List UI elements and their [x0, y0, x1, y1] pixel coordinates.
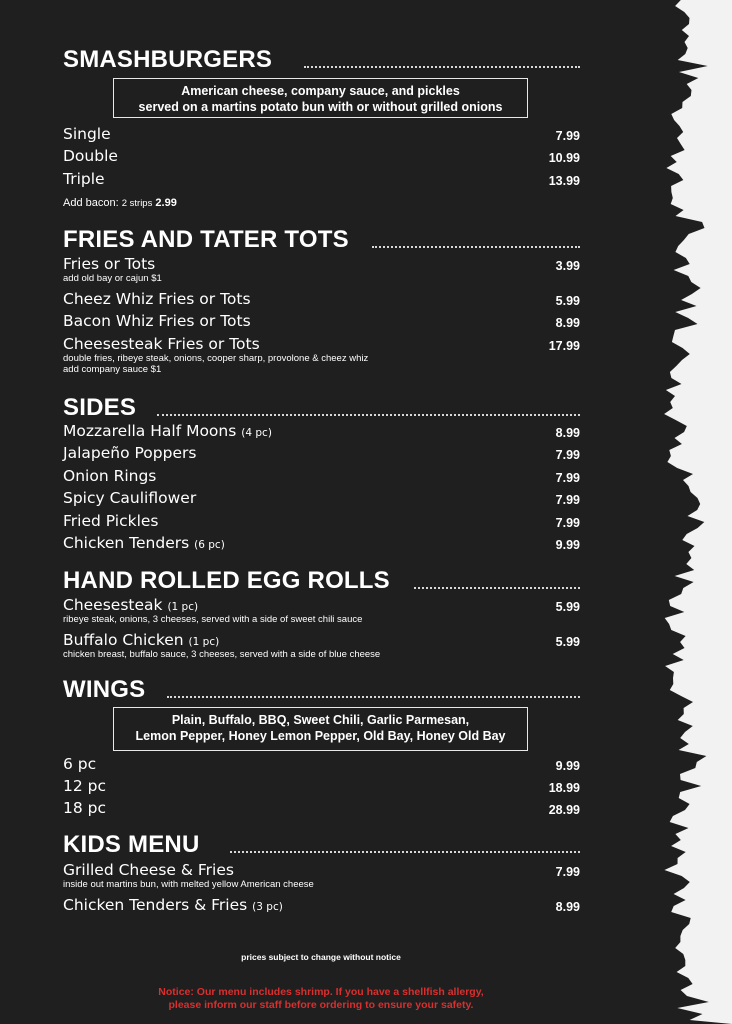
menu-item-name: [63, 292, 251, 308]
menu-item-price: 5.99: [555, 600, 580, 614]
text: Mozzarella Half Moons: [63, 422, 237, 440]
text: add old bay or cajun $1: [63, 273, 162, 284]
kids-title: KIDS MENU: [63, 831, 200, 858]
menu-item-name: [63, 127, 111, 143]
text: 6 pc: [63, 755, 97, 773]
text: 18 pc: [63, 799, 107, 817]
menu-item-price: 13.99: [548, 174, 580, 188]
item-note: (1 pc): [188, 636, 220, 648]
menu-item-name: [63, 757, 96, 773]
menu-item-name: [63, 898, 283, 914]
text: 2 strips: [121, 198, 153, 209]
prices-note: prices subject to change without notice: [241, 952, 401, 962]
menu-item-description: [63, 614, 362, 625]
menu-item-name: [63, 424, 272, 440]
text: Fries or Tots: [63, 255, 156, 273]
text: Single: [63, 125, 111, 143]
kids-leader-dots: [230, 851, 580, 853]
text: Spicy Cauliflower: [63, 489, 197, 507]
menu-item-price: 5.99: [555, 635, 580, 649]
text: Add bacon:: [63, 197, 119, 209]
text: Double: [63, 147, 118, 165]
menu-item-name: [63, 172, 105, 188]
fries-title: FRIES AND TATER TOTS: [63, 226, 349, 253]
item-note: (1 pc): [167, 601, 199, 613]
menu-item-price: 7.99: [555, 493, 580, 507]
text: ribeye steak, onions, 3 cheeses, served with a side of sweet chili sauce: [63, 614, 363, 625]
menu-item-price: 8.99: [555, 900, 580, 914]
allergy-notice: Notice: Our menu includes shrimp. If you have a shellfish allergy, please inform our staff before ordering to ensure your safety.: [158, 986, 484, 1011]
menu-item-price: 9.99: [555, 759, 580, 773]
text: Cheesesteak Fries or Tots: [63, 335, 260, 353]
eggrolls-leader-dots: [414, 587, 580, 589]
menu-item-name: [63, 491, 196, 507]
menu-item-price: 17.99: [548, 339, 580, 353]
menu-item-name: [63, 469, 156, 485]
fries-leader-dots: [372, 246, 580, 248]
add-bacon-line: [63, 198, 177, 209]
wings-description-box: [113, 707, 528, 751]
sides-title: SIDES: [63, 394, 137, 421]
item-note: (4 pc): [241, 427, 272, 439]
eggrolls-title: HAND ROLLED EGG ROLLS: [63, 567, 390, 594]
menu-item-price: 7.99: [555, 865, 580, 879]
smashburgers-description-box: [113, 78, 528, 118]
text: chicken breast, buffalo sauce, 3 cheeses, served with a side of blue cheese: [63, 649, 381, 660]
menu-item-name: [63, 514, 159, 530]
menu-item-name: [63, 536, 225, 552]
text: inside out martins bun, with melted yellow American cheese: [63, 879, 314, 890]
text: Cheez Whiz Fries or Tots: [63, 290, 251, 308]
menu-item-name: [63, 598, 198, 614]
text: double fries, ribeye steak, onions, cooper sharp, provolone & cheez whiz: [63, 353, 369, 364]
menu-item-name: [63, 633, 219, 649]
text: 12 pc: [63, 777, 107, 795]
menu-item-price: 7.99: [555, 129, 580, 143]
menu-item-name: [63, 801, 106, 817]
menu-item-price: 18.99: [548, 781, 580, 795]
text: American cheese, company sauce, and pickles: [181, 84, 460, 98]
menu-item-description: [63, 273, 162, 284]
text: Grilled Cheese & Fries: [63, 861, 234, 879]
text: Chicken Tenders: [63, 534, 190, 552]
sides-leader-dots: [157, 414, 580, 416]
wings-leader-dots: [167, 696, 580, 698]
menu-item-price: 28.99: [548, 803, 580, 817]
text: Bacon Whiz Fries or Tots: [63, 312, 251, 330]
menu-item-price: 8.99: [555, 426, 580, 440]
menu-item-name: [63, 779, 106, 795]
text: Fried Pickles: [63, 512, 159, 530]
text: Triple: [63, 170, 105, 188]
smashburgers-title: SMASHBURGERS: [63, 46, 273, 73]
text: Cheesesteak: [63, 596, 163, 614]
text: served on a martins potato bun with or without grilled onions: [138, 100, 503, 114]
menu-item-name: [63, 149, 118, 165]
text: Lemon Pepper, Honey Lemon Pepper, Old Bay, Honey Old Bay: [135, 729, 506, 743]
menu-item-price: 5.99: [555, 294, 580, 308]
item-note: (3 pc): [252, 901, 283, 913]
menu-item-price: 7.99: [555, 448, 580, 462]
text: add company sauce $1: [63, 364, 162, 375]
menu-item-description: [63, 353, 368, 375]
text: Onion Rings: [63, 467, 157, 485]
menu-item-price: 3.99: [555, 259, 580, 273]
menu-item-name: [63, 257, 155, 273]
text: Plain, Buffalo, BBQ, Sweet Chili, Garlic Parmesan,: [171, 713, 470, 727]
smashburgers-leader-dots: [304, 66, 580, 68]
wings-title: WINGS: [63, 676, 146, 703]
menu-item-price: 7.99: [555, 516, 580, 530]
menu-item-price: 8.99: [555, 316, 580, 330]
menu-item-description: [63, 879, 314, 890]
menu-item-name: [63, 337, 260, 353]
menu-item-name: [63, 863, 234, 879]
text: 2.99: [155, 197, 177, 209]
text: Jalapeño Poppers: [63, 444, 197, 462]
torn-paper-edge: [652, 0, 732, 1024]
text: Buffalo Chicken: [63, 631, 184, 649]
menu-item-description: [63, 649, 380, 660]
menu-item-price: 10.99: [548, 151, 580, 165]
menu-item-name: [63, 446, 196, 462]
menu-item-price: 9.99: [555, 538, 580, 552]
text: Chicken Tenders & Fries: [63, 896, 248, 914]
menu-item-price: 7.99: [555, 471, 580, 485]
menu-item-name: [63, 314, 251, 330]
item-note: (6 pc): [194, 539, 225, 551]
